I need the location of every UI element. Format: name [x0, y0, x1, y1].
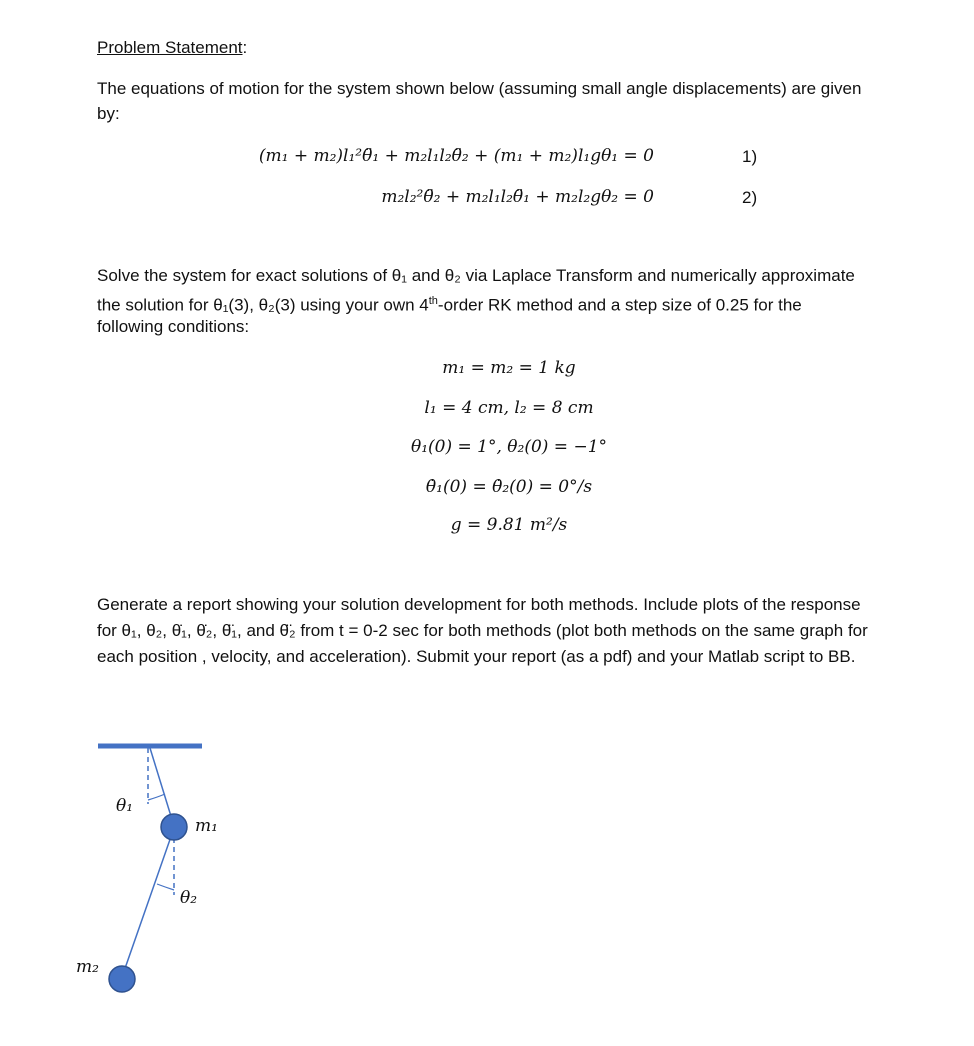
intro-line-2: by:: [97, 104, 120, 123]
theta2-arc: [157, 884, 174, 890]
task-line-2b: -order RK method and a step size of 0.25 for the: [437, 295, 802, 315]
task-line-1: Solve the system for exact solutions of θ₁ and θ₂ via Laplace Transform and numerically approximate: [97, 266, 855, 285]
report-line-1: Generate a report showing your solution development for both methods. Include plots of the response: [97, 595, 861, 614]
theta2-label: θ₂: [180, 888, 198, 908]
equation-2: m₂l₂²θ̈₂ + m₂l₁l₂θ̈₁ + m₂l₂gθ₂ = 0: [381, 187, 654, 207]
condition-initial-angles: θ₁(0) = 1°, θ₂(0) = −1°: [410, 437, 608, 457]
task-line-2a: the solution for θ₁(3), θ₂(3) using your own 4: [97, 295, 429, 315]
m2-label: m₂: [76, 957, 99, 977]
theta1-arc: [148, 794, 165, 800]
task-line-3: following conditions:: [97, 317, 250, 336]
heading-colon: :: [242, 38, 248, 57]
condition-lengths: l₁ = 4 cm, l₂ = 8 cm: [424, 398, 594, 418]
heading-text: Problem Statement: [97, 38, 243, 57]
mass-1: [161, 814, 187, 840]
rod-2: [122, 828, 174, 977]
mass-2: [109, 966, 135, 992]
report-line-2: for θ₁, θ₂, θ̇₁, θ̇₂, θ̈₁, and θ̈₂ from t = 0-2 sec for both methods (plot both methods on the same graph for: [97, 621, 868, 640]
condition-gravity: g = 9.81 m²/s: [450, 515, 568, 535]
equation-1: (m₁ + m₂)l₁²θ̈₁ + m₂l₁l₂θ̈₂ + (m₁ + m₂)l₁gθ₁ = 0: [258, 146, 654, 166]
theta1-label: θ₁: [116, 796, 134, 816]
report-line-3: each position , velocity, and acceleration). Submit your report (as a pdf) and your Matlab script to BB.: [97, 647, 856, 666]
equation-1-number: 1): [742, 147, 758, 166]
m1-label: m₁: [195, 816, 218, 836]
condition-initial-velocities: θ̇₁(0) = θ̇₂(0) = 0°/s: [425, 477, 593, 497]
intro-line-1: The equations of motion for the system shown below (assuming small angle displacements) are given: [97, 79, 862, 98]
task-superscript: th: [428, 295, 438, 307]
equation-2-number: 2): [742, 188, 758, 207]
condition-masses: m₁ = m₂ = 1 kg: [442, 358, 576, 378]
